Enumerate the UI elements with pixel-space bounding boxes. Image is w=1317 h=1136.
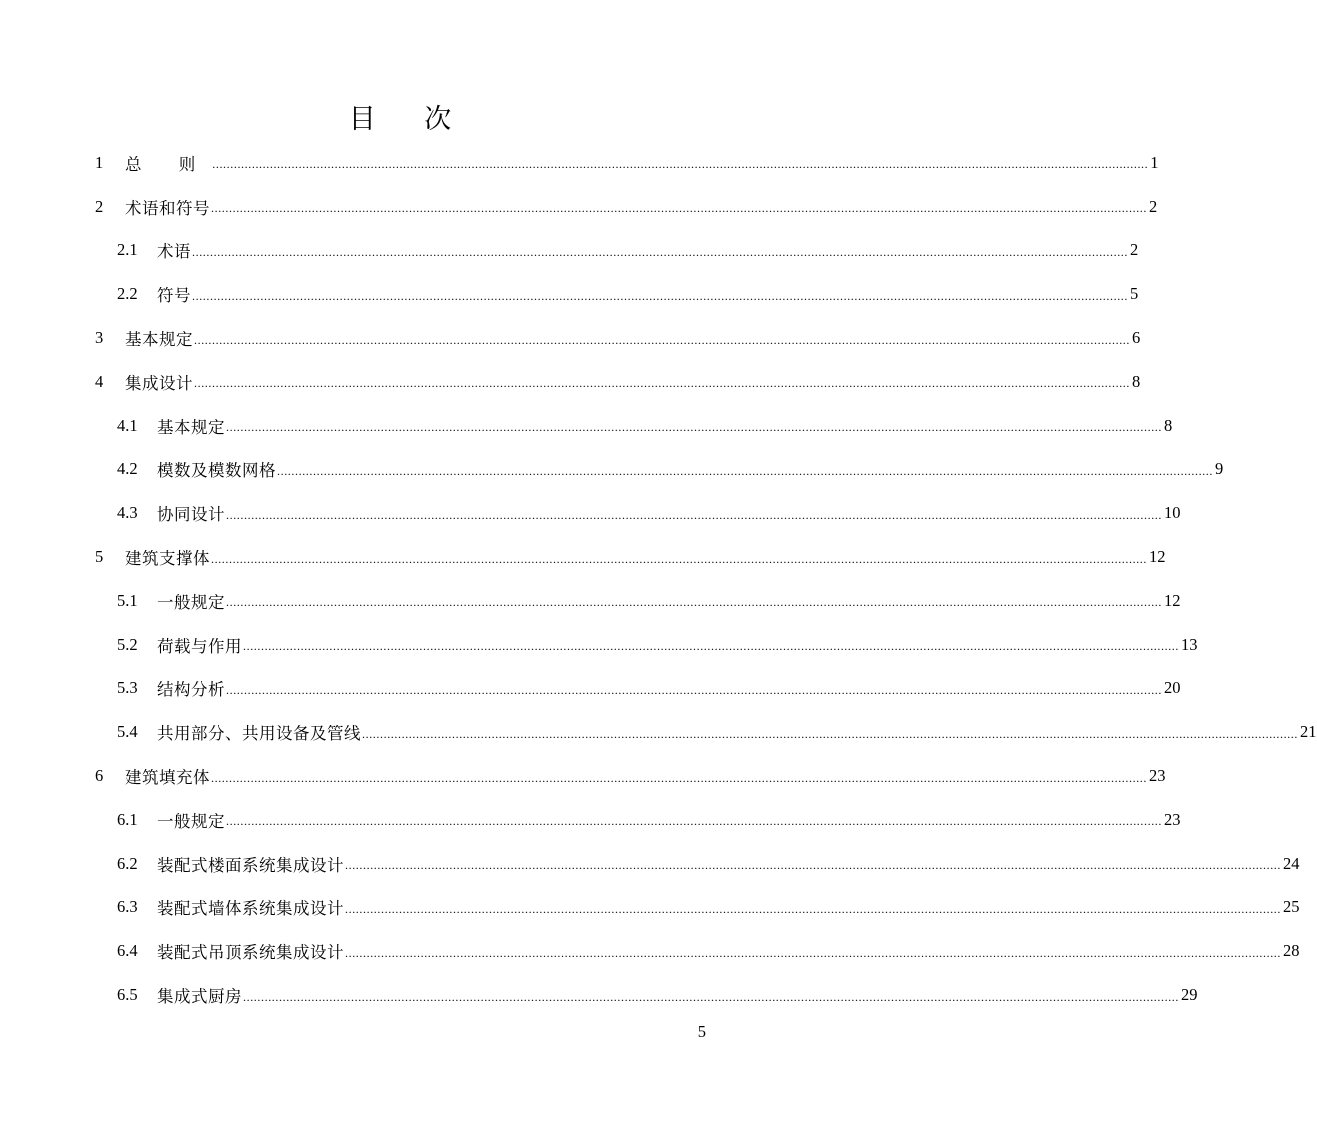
toc-entry-title: 模数及模数网格	[157, 461, 276, 481]
toc-entry-page: 28	[1283, 941, 1300, 961]
toc-entry-number: 4.2	[117, 459, 138, 479]
toc-entry-page: 6	[1132, 328, 1141, 348]
toc-entry[interactable]	[0, 272, 1139, 316]
toc-entry[interactable]	[0, 535, 1166, 579]
toc-entry-title: 一般规定	[157, 592, 225, 612]
toc-entry-page: 24	[1283, 853, 1300, 873]
page-title: 目 次	[348, 104, 472, 135]
toc-entry-title: 集成式厨房	[157, 987, 242, 1007]
toc-dot-leader: ....................................................................................................................................................................................................................................................................	[277, 463, 1213, 478]
toc-entry-number: 4.1	[117, 415, 138, 435]
toc-entry-number: 6.4	[117, 941, 138, 961]
table-of-contents	[0, 141, 1317, 1017]
toc-dot-leader: ....................................................................................................................................................................................................................................................................	[226, 507, 1162, 522]
toc-entry-number: 6.1	[117, 809, 138, 829]
toc-entry-page: 29	[1181, 985, 1198, 1005]
toc-entry-number: 5.2	[117, 634, 138, 654]
toc-dot-leader: ....................................................................................................................................................................................................................................................................	[212, 157, 1149, 172]
toc-entry[interactable]	[0, 579, 1181, 623]
toc-entry-page: 10	[1164, 503, 1181, 523]
toc-dot-leader: ....................................................................................................................................................................................................................................................................	[192, 244, 1128, 259]
toc-entry[interactable]	[0, 360, 1141, 404]
toc-entry-title: 术语和符号	[125, 198, 210, 218]
toc-entry[interactable]	[0, 141, 1159, 185]
toc-entry-page: 23	[1149, 766, 1166, 786]
toc-entry-page: 21	[1300, 722, 1317, 742]
toc-entry[interactable]	[0, 710, 1317, 754]
toc-entry[interactable]	[0, 185, 1158, 229]
toc-entry[interactable]	[0, 754, 1166, 798]
toc-dot-leader: ....................................................................................................................................................................................................................................................................	[226, 420, 1162, 435]
toc-entry-page: 8	[1132, 371, 1141, 391]
toc-entry[interactable]	[0, 798, 1181, 842]
toc-entry-page: 1	[1150, 152, 1159, 172]
toc-entry-title: 建筑填充体	[125, 768, 210, 788]
toc-entry-title: 协同设计	[157, 505, 225, 525]
toc-entry-page: 8	[1164, 415, 1173, 435]
toc-entry-page: 5	[1130, 284, 1139, 304]
toc-entry-title: 术语	[157, 242, 191, 262]
toc-entry-title: 符号	[157, 286, 191, 306]
toc-entry-title: 基本规定	[157, 417, 225, 437]
toc-dot-leader: ....................................................................................................................................................................................................................................................................	[345, 945, 1281, 960]
toc-entry-title: 结构分析	[157, 680, 225, 700]
toc-entry-number: 2.2	[117, 284, 138, 304]
toc-dot-leader: ....................................................................................................................................................................................................................................................................	[192, 288, 1128, 303]
toc-entry-page: 9	[1215, 459, 1224, 479]
toc-entry-page: 20	[1164, 678, 1181, 698]
toc-entry-page: 12	[1164, 590, 1181, 610]
toc-dot-leader: ....................................................................................................................................................................................................................................................................	[226, 814, 1162, 829]
toc-entry-title: 一般规定	[157, 811, 225, 831]
toc-dot-leader: ....................................................................................................................................................................................................................................................................	[194, 376, 1130, 391]
toc-entry-number: 4.3	[117, 503, 138, 523]
toc-entry-number: 5	[95, 547, 104, 567]
toc-entry-page: 2	[1130, 240, 1139, 260]
toc-entry-title: 集成设计	[125, 373, 193, 393]
toc-entry[interactable]	[0, 929, 1300, 973]
toc-entry-title: 装配式吊顶系统集成设计	[157, 943, 344, 963]
toc-dot-leader: ....................................................................................................................................................................................................................................................................	[243, 989, 1179, 1004]
toc-entry-page: 13	[1181, 634, 1198, 654]
toc-entry-number: 1	[95, 152, 104, 172]
toc-entry[interactable]	[0, 316, 1141, 360]
toc-entry-title: 总 则	[125, 154, 212, 174]
toc-entry-page: 12	[1149, 547, 1166, 567]
toc-entry-title: 基本规定	[125, 330, 193, 350]
toc-dot-leader: ....................................................................................................................................................................................................................................................................	[194, 332, 1130, 347]
toc-dot-leader: ....................................................................................................................................................................................................................................................................	[211, 201, 1147, 216]
toc-entry-number: 5.3	[117, 678, 138, 698]
toc-entry[interactable]	[0, 491, 1181, 535]
toc-entry-number: 5.1	[117, 590, 138, 610]
toc-entry-title: 装配式楼面系统集成设计	[157, 855, 344, 875]
toc-entry-title: 建筑支撑体	[125, 549, 210, 569]
toc-entry-number: 6.2	[117, 853, 138, 873]
toc-entry[interactable]	[0, 973, 1198, 1017]
toc-dot-leader: ....................................................................................................................................................................................................................................................................	[243, 639, 1179, 654]
toc-entry-page: 2	[1149, 196, 1158, 216]
toc-dot-leader: ....................................................................................................................................................................................................................................................................	[226, 682, 1162, 697]
toc-dot-leader: ....................................................................................................................................................................................................................................................................	[345, 858, 1281, 873]
toc-entry[interactable]	[0, 404, 1173, 448]
toc-entry-number: 6.5	[117, 985, 138, 1005]
toc-entry[interactable]	[0, 623, 1198, 667]
toc-entry-title: 共用部分、共用设备及管线	[157, 724, 361, 744]
toc-entry-page: 23	[1164, 809, 1181, 829]
toc-entry-title: 荷载与作用	[157, 636, 242, 656]
toc-entry-number: 2	[95, 196, 104, 216]
toc-dot-leader: ....................................................................................................................................................................................................................................................................	[362, 726, 1298, 741]
toc-dot-leader: ....................................................................................................................................................................................................................................................................	[211, 551, 1147, 566]
toc-entry-number: 5.4	[117, 722, 138, 742]
toc-dot-leader: ....................................................................................................................................................................................................................................................................	[226, 595, 1162, 610]
toc-entry-number: 2.1	[117, 240, 138, 260]
toc-entry[interactable]	[0, 667, 1181, 711]
toc-entry-title: 装配式墙体系统集成设计	[157, 899, 344, 919]
toc-entry[interactable]	[0, 229, 1139, 273]
toc-entry[interactable]	[0, 886, 1300, 930]
toc-dot-leader: ....................................................................................................................................................................................................................................................................	[345, 901, 1281, 916]
toc-entry-page: 25	[1283, 897, 1300, 917]
toc-entry-number: 3	[95, 328, 104, 348]
toc-dot-leader: ....................................................................................................................................................................................................................................................................	[211, 770, 1147, 785]
page-number: 5	[697, 1022, 706, 1041]
toc-entry[interactable]	[0, 448, 1224, 492]
toc-entry[interactable]	[0, 842, 1300, 886]
toc-entry-number: 6	[95, 766, 104, 786]
toc-entry-number: 4	[95, 371, 104, 391]
toc-entry-number: 6.3	[117, 897, 138, 917]
